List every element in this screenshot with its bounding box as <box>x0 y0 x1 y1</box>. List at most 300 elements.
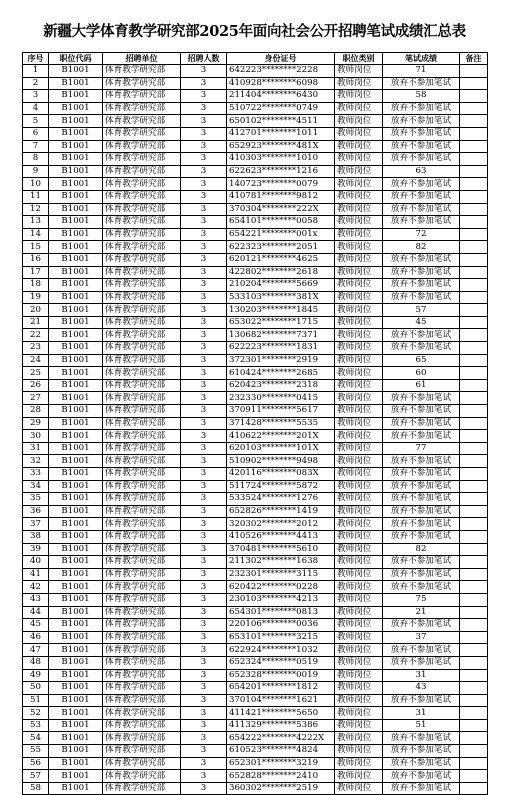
cell-position-category: 教师岗位 <box>335 745 383 758</box>
cell-position-code: B1001 <box>49 644 103 657</box>
table-row <box>23 656 488 669</box>
cell-index: 48 <box>23 656 49 669</box>
cell-id-number: 533103********381X <box>227 291 335 304</box>
cell-position-code: B1001 <box>49 367 103 380</box>
cell-recruiting-unit: 体育教学研究部 <box>103 719 181 732</box>
cell-recruiting-unit: 体育教学研究部 <box>103 682 181 695</box>
cell-headcount: 3 <box>181 304 227 317</box>
table-row <box>23 266 488 279</box>
cell-remarks <box>460 90 488 103</box>
cell-id-number: 620422********0228 <box>227 581 335 594</box>
cell-remarks <box>460 556 488 569</box>
header-position-code: 职位代码 <box>49 53 103 65</box>
cell-index: 55 <box>23 745 49 758</box>
cell-headcount: 3 <box>181 430 227 443</box>
cell-headcount: 3 <box>181 719 227 732</box>
cell-index: 17 <box>23 266 49 279</box>
cell-remarks <box>460 65 488 78</box>
cell-id-number: 620103********101X <box>227 442 335 455</box>
table-row <box>23 304 488 317</box>
cell-position-code: B1001 <box>49 694 103 707</box>
cell-position-category: 教师岗位 <box>335 619 383 632</box>
cell-id-number: 230103********4213 <box>227 593 335 606</box>
table-row <box>23 77 488 90</box>
cell-recruiting-unit: 体育教学研究部 <box>103 405 181 418</box>
cell-index: 33 <box>23 468 49 481</box>
cell-remarks <box>460 367 488 380</box>
cell-recruiting-unit: 体育教学研究部 <box>103 543 181 556</box>
table-row <box>23 392 488 405</box>
header-position-category: 职位类别 <box>335 53 383 65</box>
cell-index: 5 <box>23 115 49 128</box>
cell-recruiting-unit: 体育教学研究部 <box>103 379 181 392</box>
cell-index: 57 <box>23 770 49 783</box>
cell-recruiting-unit: 体育教学研究部 <box>103 707 181 720</box>
cell-written-score: 放弃不参加笔试 <box>383 656 460 669</box>
cell-headcount: 3 <box>181 140 227 153</box>
cell-recruiting-unit: 体育教学研究部 <box>103 530 181 543</box>
cell-id-number: 211404********6430 <box>227 90 335 103</box>
cell-position-category: 教师岗位 <box>335 228 383 241</box>
cell-position-category: 教师岗位 <box>335 216 383 229</box>
cell-index: 20 <box>23 304 49 317</box>
cell-remarks <box>460 694 488 707</box>
cell-written-score: 21 <box>383 606 460 619</box>
cell-position-category: 教师岗位 <box>335 543 383 556</box>
table-row <box>23 127 488 140</box>
cell-remarks <box>460 165 488 178</box>
cell-id-number: 211302********1638 <box>227 556 335 569</box>
cell-recruiting-unit: 体育教学研究部 <box>103 430 181 443</box>
cell-remarks <box>460 291 488 304</box>
cell-recruiting-unit: 体育教学研究部 <box>103 203 181 216</box>
cell-remarks <box>460 417 488 430</box>
cell-id-number: 370481********5610 <box>227 543 335 556</box>
cell-index: 18 <box>23 279 49 292</box>
cell-headcount: 3 <box>181 493 227 506</box>
cell-position-category: 教师岗位 <box>335 304 383 317</box>
cell-index: 12 <box>23 203 49 216</box>
cell-position-category: 教师岗位 <box>335 455 383 468</box>
cell-headcount: 3 <box>181 291 227 304</box>
cell-id-number: 650102********4511 <box>227 115 335 128</box>
cell-recruiting-unit: 体育教学研究部 <box>103 455 181 468</box>
cell-position-code: B1001 <box>49 606 103 619</box>
cell-headcount: 3 <box>181 757 227 770</box>
cell-recruiting-unit: 体育教学研究部 <box>103 757 181 770</box>
table-row <box>23 417 488 430</box>
cell-id-number: 654221********001x <box>227 228 335 241</box>
cell-position-code: B1001 <box>49 329 103 342</box>
table-row <box>23 732 488 745</box>
cell-remarks <box>460 253 488 266</box>
cell-headcount: 3 <box>181 228 227 241</box>
cell-remarks <box>460 732 488 745</box>
cell-recruiting-unit: 体育教学研究部 <box>103 669 181 682</box>
cell-position-category: 教师岗位 <box>335 530 383 543</box>
cell-written-score: 72 <box>383 228 460 241</box>
table-row <box>23 669 488 682</box>
table-row <box>23 770 488 783</box>
cell-headcount: 3 <box>181 468 227 481</box>
cell-written-score: 放弃不参加笔试 <box>383 140 460 153</box>
cell-index: 53 <box>23 719 49 732</box>
cell-headcount: 3 <box>181 354 227 367</box>
cell-remarks <box>460 518 488 531</box>
cell-headcount: 3 <box>181 732 227 745</box>
cell-remarks <box>460 329 488 342</box>
cell-position-category: 教师岗位 <box>335 581 383 594</box>
cell-index: 9 <box>23 165 49 178</box>
cell-written-score: 放弃不参加笔试 <box>383 556 460 569</box>
cell-written-score: 放弃不参加笔试 <box>383 279 460 292</box>
cell-written-score: 61 <box>383 379 460 392</box>
cell-headcount: 3 <box>181 505 227 518</box>
cell-id-number: 130203********1845 <box>227 304 335 317</box>
cell-headcount: 3 <box>181 556 227 569</box>
cell-recruiting-unit: 体育教学研究部 <box>103 266 181 279</box>
cell-index: 27 <box>23 392 49 405</box>
cell-remarks <box>460 543 488 556</box>
cell-written-score: 放弃不参加笔试 <box>383 430 460 443</box>
cell-position-category: 教师岗位 <box>335 279 383 292</box>
cell-id-number: 130682********7371 <box>227 329 335 342</box>
header-index: 序号 <box>23 53 49 65</box>
cell-remarks <box>460 442 488 455</box>
cell-id-number: 654201********1812 <box>227 682 335 695</box>
cell-headcount: 3 <box>181 216 227 229</box>
header-remarks: 备注 <box>460 53 488 65</box>
cell-position-category: 教师岗位 <box>335 480 383 493</box>
cell-headcount: 3 <box>181 253 227 266</box>
cell-index: 44 <box>23 606 49 619</box>
cell-headcount: 3 <box>181 644 227 657</box>
cell-id-number: 652826********1419 <box>227 505 335 518</box>
cell-position-category: 教师岗位 <box>335 568 383 581</box>
cell-id-number: 652301********3219 <box>227 757 335 770</box>
cell-position-category: 教师岗位 <box>335 707 383 720</box>
page-title: 新疆大学体育教学研究部2025年面向社会公开招聘笔试成绩汇总表 <box>43 23 466 40</box>
cell-id-number: 420116********083X <box>227 468 335 481</box>
cell-written-score: 65 <box>383 354 460 367</box>
cell-position-code: B1001 <box>49 430 103 443</box>
cell-headcount: 3 <box>181 279 227 292</box>
cell-id-number: 653101********3215 <box>227 631 335 644</box>
cell-position-code: B1001 <box>49 178 103 191</box>
cell-position-code: B1001 <box>49 127 103 140</box>
cell-index: 1 <box>23 65 49 78</box>
cell-written-score: 放弃不参加笔试 <box>383 115 460 128</box>
cell-written-score: 43 <box>383 682 460 695</box>
cell-remarks <box>460 153 488 166</box>
cell-position-category: 教师岗位 <box>335 316 383 329</box>
cell-position-category: 教师岗位 <box>335 65 383 78</box>
cell-index: 6 <box>23 127 49 140</box>
cell-remarks <box>460 493 488 506</box>
table-row <box>23 228 488 241</box>
cell-index: 21 <box>23 316 49 329</box>
cell-index: 26 <box>23 379 49 392</box>
table-row <box>23 593 488 606</box>
table-row <box>23 455 488 468</box>
cell-written-score: 57 <box>383 304 460 317</box>
cell-written-score: 75 <box>383 593 460 606</box>
table-row <box>23 379 488 392</box>
table-row <box>23 782 488 795</box>
cell-recruiting-unit: 体育教学研究部 <box>103 102 181 115</box>
cell-remarks <box>460 178 488 191</box>
cell-position-category: 教师岗位 <box>335 102 383 115</box>
cell-recruiting-unit: 体育教学研究部 <box>103 782 181 795</box>
cell-remarks <box>460 405 488 418</box>
cell-position-category: 教师岗位 <box>335 178 383 191</box>
cell-written-score: 放弃不参加笔试 <box>383 392 460 405</box>
cell-id-number: 652828********2410 <box>227 770 335 783</box>
cell-position-category: 教师岗位 <box>335 593 383 606</box>
cell-written-score: 放弃不参加笔试 <box>383 644 460 657</box>
table-row <box>23 606 488 619</box>
cell-recruiting-unit: 体育教学研究部 <box>103 694 181 707</box>
cell-index: 11 <box>23 190 49 203</box>
table-row <box>23 354 488 367</box>
cell-headcount: 3 <box>181 316 227 329</box>
cell-written-score: 放弃不参加笔试 <box>383 732 460 745</box>
cell-position-code: B1001 <box>49 631 103 644</box>
cell-written-score: 放弃不参加笔试 <box>383 127 460 140</box>
cell-index: 19 <box>23 291 49 304</box>
cell-position-code: B1001 <box>49 216 103 229</box>
cell-index: 51 <box>23 694 49 707</box>
cell-remarks <box>460 379 488 392</box>
table-row <box>23 682 488 695</box>
table-row <box>23 518 488 531</box>
cell-position-code: B1001 <box>49 342 103 355</box>
cell-headcount: 3 <box>181 127 227 140</box>
cell-index: 47 <box>23 644 49 657</box>
cell-position-category: 教师岗位 <box>335 468 383 481</box>
cell-written-score: 58 <box>383 90 460 103</box>
cell-index: 54 <box>23 732 49 745</box>
table-row <box>23 619 488 632</box>
cell-index: 32 <box>23 455 49 468</box>
cell-written-score: 放弃不参加笔试 <box>383 190 460 203</box>
cell-headcount: 3 <box>181 165 227 178</box>
cell-position-category: 教师岗位 <box>335 367 383 380</box>
cell-position-code: B1001 <box>49 669 103 682</box>
cell-recruiting-unit: 体育教学研究部 <box>103 279 181 292</box>
cell-written-score: 放弃不参加笔试 <box>383 745 460 758</box>
cell-headcount: 3 <box>181 682 227 695</box>
cell-index: 14 <box>23 228 49 241</box>
cell-id-number: 410928********6098 <box>227 77 335 90</box>
cell-remarks <box>460 631 488 644</box>
cell-recruiting-unit: 体育教学研究部 <box>103 329 181 342</box>
cell-index: 41 <box>23 568 49 581</box>
cell-recruiting-unit: 体育教学研究部 <box>103 77 181 90</box>
cell-position-code: B1001 <box>49 115 103 128</box>
cell-position-code: B1001 <box>49 266 103 279</box>
cell-recruiting-unit: 体育教学研究部 <box>103 468 181 481</box>
cell-recruiting-unit: 体育教学研究部 <box>103 732 181 745</box>
cell-position-code: B1001 <box>49 568 103 581</box>
cell-id-number: 654101********0058 <box>227 216 335 229</box>
cell-recruiting-unit: 体育教学研究部 <box>103 518 181 531</box>
cell-position-code: B1001 <box>49 417 103 430</box>
cell-position-code: B1001 <box>49 316 103 329</box>
cell-remarks <box>460 770 488 783</box>
cell-position-code: B1001 <box>49 153 103 166</box>
cell-position-code: B1001 <box>49 757 103 770</box>
cell-recruiting-unit: 体育教学研究部 <box>103 417 181 430</box>
cell-recruiting-unit: 体育教学研究部 <box>103 140 181 153</box>
cell-written-score: 放弃不参加笔试 <box>383 568 460 581</box>
cell-id-number: 422802********2618 <box>227 266 335 279</box>
cell-recruiting-unit: 体育教学研究部 <box>103 342 181 355</box>
cell-position-category: 教师岗位 <box>335 77 383 90</box>
cell-position-category: 教师岗位 <box>335 430 383 443</box>
cell-remarks <box>460 140 488 153</box>
cell-remarks <box>460 669 488 682</box>
cell-written-score: 77 <box>383 442 460 455</box>
cell-recruiting-unit: 体育教学研究部 <box>103 90 181 103</box>
cell-position-code: B1001 <box>49 77 103 90</box>
cell-remarks <box>460 530 488 543</box>
table-row <box>23 430 488 443</box>
cell-headcount: 3 <box>181 543 227 556</box>
cell-id-number: 410622********201X <box>227 430 335 443</box>
table-row <box>23 329 488 342</box>
header-id-number: 身份证号 <box>227 53 335 65</box>
cell-recruiting-unit: 体育教学研究部 <box>103 493 181 506</box>
cell-position-category: 教师岗位 <box>335 392 383 405</box>
cell-headcount: 3 <box>181 329 227 342</box>
cell-written-score: 放弃不参加笔试 <box>383 493 460 506</box>
cell-remarks <box>460 455 488 468</box>
cell-index: 2 <box>23 77 49 90</box>
cell-position-code: B1001 <box>49 291 103 304</box>
cell-position-category: 教师岗位 <box>335 203 383 216</box>
cell-position-code: B1001 <box>49 543 103 556</box>
cell-recruiting-unit: 体育教学研究部 <box>103 581 181 594</box>
cell-recruiting-unit: 体育教学研究部 <box>103 556 181 569</box>
cell-id-number: 371428********5535 <box>227 417 335 430</box>
cell-written-score: 31 <box>383 707 460 720</box>
cell-recruiting-unit: 体育教学研究部 <box>103 619 181 632</box>
cell-written-score: 放弃不参加笔试 <box>383 518 460 531</box>
cell-written-score: 放弃不参加笔试 <box>383 417 460 430</box>
cell-remarks <box>460 568 488 581</box>
cell-written-score: 82 <box>383 241 460 254</box>
cell-written-score: 放弃不参加笔试 <box>383 178 460 191</box>
cell-position-code: B1001 <box>49 140 103 153</box>
cell-position-code: B1001 <box>49 619 103 632</box>
cell-index: 56 <box>23 757 49 770</box>
cell-id-number: 654301********0813 <box>227 606 335 619</box>
cell-recruiting-unit: 体育教学研究部 <box>103 367 181 380</box>
cell-remarks <box>460 656 488 669</box>
cell-position-category: 教师岗位 <box>335 354 383 367</box>
cell-position-category: 教师岗位 <box>335 253 383 266</box>
cell-written-score: 放弃不参加笔试 <box>383 757 460 770</box>
cell-index: 10 <box>23 178 49 191</box>
cell-written-score: 放弃不参加笔试 <box>383 329 460 342</box>
cell-written-score: 放弃不参加笔试 <box>383 405 460 418</box>
cell-position-code: B1001 <box>49 505 103 518</box>
cell-id-number: 622623********1216 <box>227 165 335 178</box>
cell-headcount: 3 <box>181 770 227 783</box>
table-row <box>23 530 488 543</box>
cell-position-category: 教师岗位 <box>335 153 383 166</box>
table-row <box>23 90 488 103</box>
cell-written-score: 放弃不参加笔试 <box>383 581 460 594</box>
cell-position-category: 教师岗位 <box>335 505 383 518</box>
cell-remarks <box>460 203 488 216</box>
cell-position-category: 教师岗位 <box>335 694 383 707</box>
table-row <box>23 115 488 128</box>
cell-position-code: B1001 <box>49 732 103 745</box>
cell-remarks <box>460 480 488 493</box>
cell-id-number: 533524********1276 <box>227 493 335 506</box>
cell-position-code: B1001 <box>49 405 103 418</box>
cell-id-number: 653022********1715 <box>227 316 335 329</box>
table-row <box>23 178 488 191</box>
cell-position-category: 教师岗位 <box>335 266 383 279</box>
cell-position-category: 教师岗位 <box>335 770 383 783</box>
table-row <box>23 543 488 556</box>
cell-written-score: 放弃不参加笔试 <box>383 342 460 355</box>
cell-recruiting-unit: 体育教学研究部 <box>103 770 181 783</box>
header-recruiting-unit: 招聘单位 <box>103 53 181 65</box>
cell-headcount: 3 <box>181 480 227 493</box>
cell-position-category: 教师岗位 <box>335 556 383 569</box>
cell-position-code: B1001 <box>49 593 103 606</box>
table-row <box>23 203 488 216</box>
cell-index: 34 <box>23 480 49 493</box>
cell-written-score: 放弃不参加笔试 <box>383 153 460 166</box>
cell-headcount: 3 <box>181 342 227 355</box>
cell-index: 50 <box>23 682 49 695</box>
cell-headcount: 3 <box>181 77 227 90</box>
cell-remarks <box>460 241 488 254</box>
cell-position-category: 教师岗位 <box>335 115 383 128</box>
cell-position-category: 教师岗位 <box>335 442 383 455</box>
cell-position-code: B1001 <box>49 719 103 732</box>
cell-remarks <box>460 745 488 758</box>
cell-id-number: 370104********1621 <box>227 694 335 707</box>
cell-recruiting-unit: 体育教学研究部 <box>103 644 181 657</box>
cell-recruiting-unit: 体育教学研究部 <box>103 656 181 669</box>
cell-id-number: 654222********4222X <box>227 732 335 745</box>
cell-remarks <box>460 190 488 203</box>
cell-written-score: 放弃不参加笔试 <box>383 77 460 90</box>
cell-index: 23 <box>23 342 49 355</box>
cell-index: 7 <box>23 140 49 153</box>
cell-position-category: 教师岗位 <box>335 493 383 506</box>
cell-position-category: 教师岗位 <box>335 631 383 644</box>
cell-id-number: 140723********0079 <box>227 178 335 191</box>
cell-remarks <box>460 115 488 128</box>
cell-recruiting-unit: 体育教学研究部 <box>103 505 181 518</box>
cell-written-score: 放弃不参加笔试 <box>383 102 460 115</box>
cell-remarks <box>460 228 488 241</box>
cell-position-code: B1001 <box>49 190 103 203</box>
cell-headcount: 3 <box>181 241 227 254</box>
results-table <box>22 52 488 795</box>
cell-id-number: 620121********4625 <box>227 253 335 266</box>
cell-id-number: 411329********5386 <box>227 719 335 732</box>
table-row <box>23 568 488 581</box>
cell-headcount: 3 <box>181 707 227 720</box>
